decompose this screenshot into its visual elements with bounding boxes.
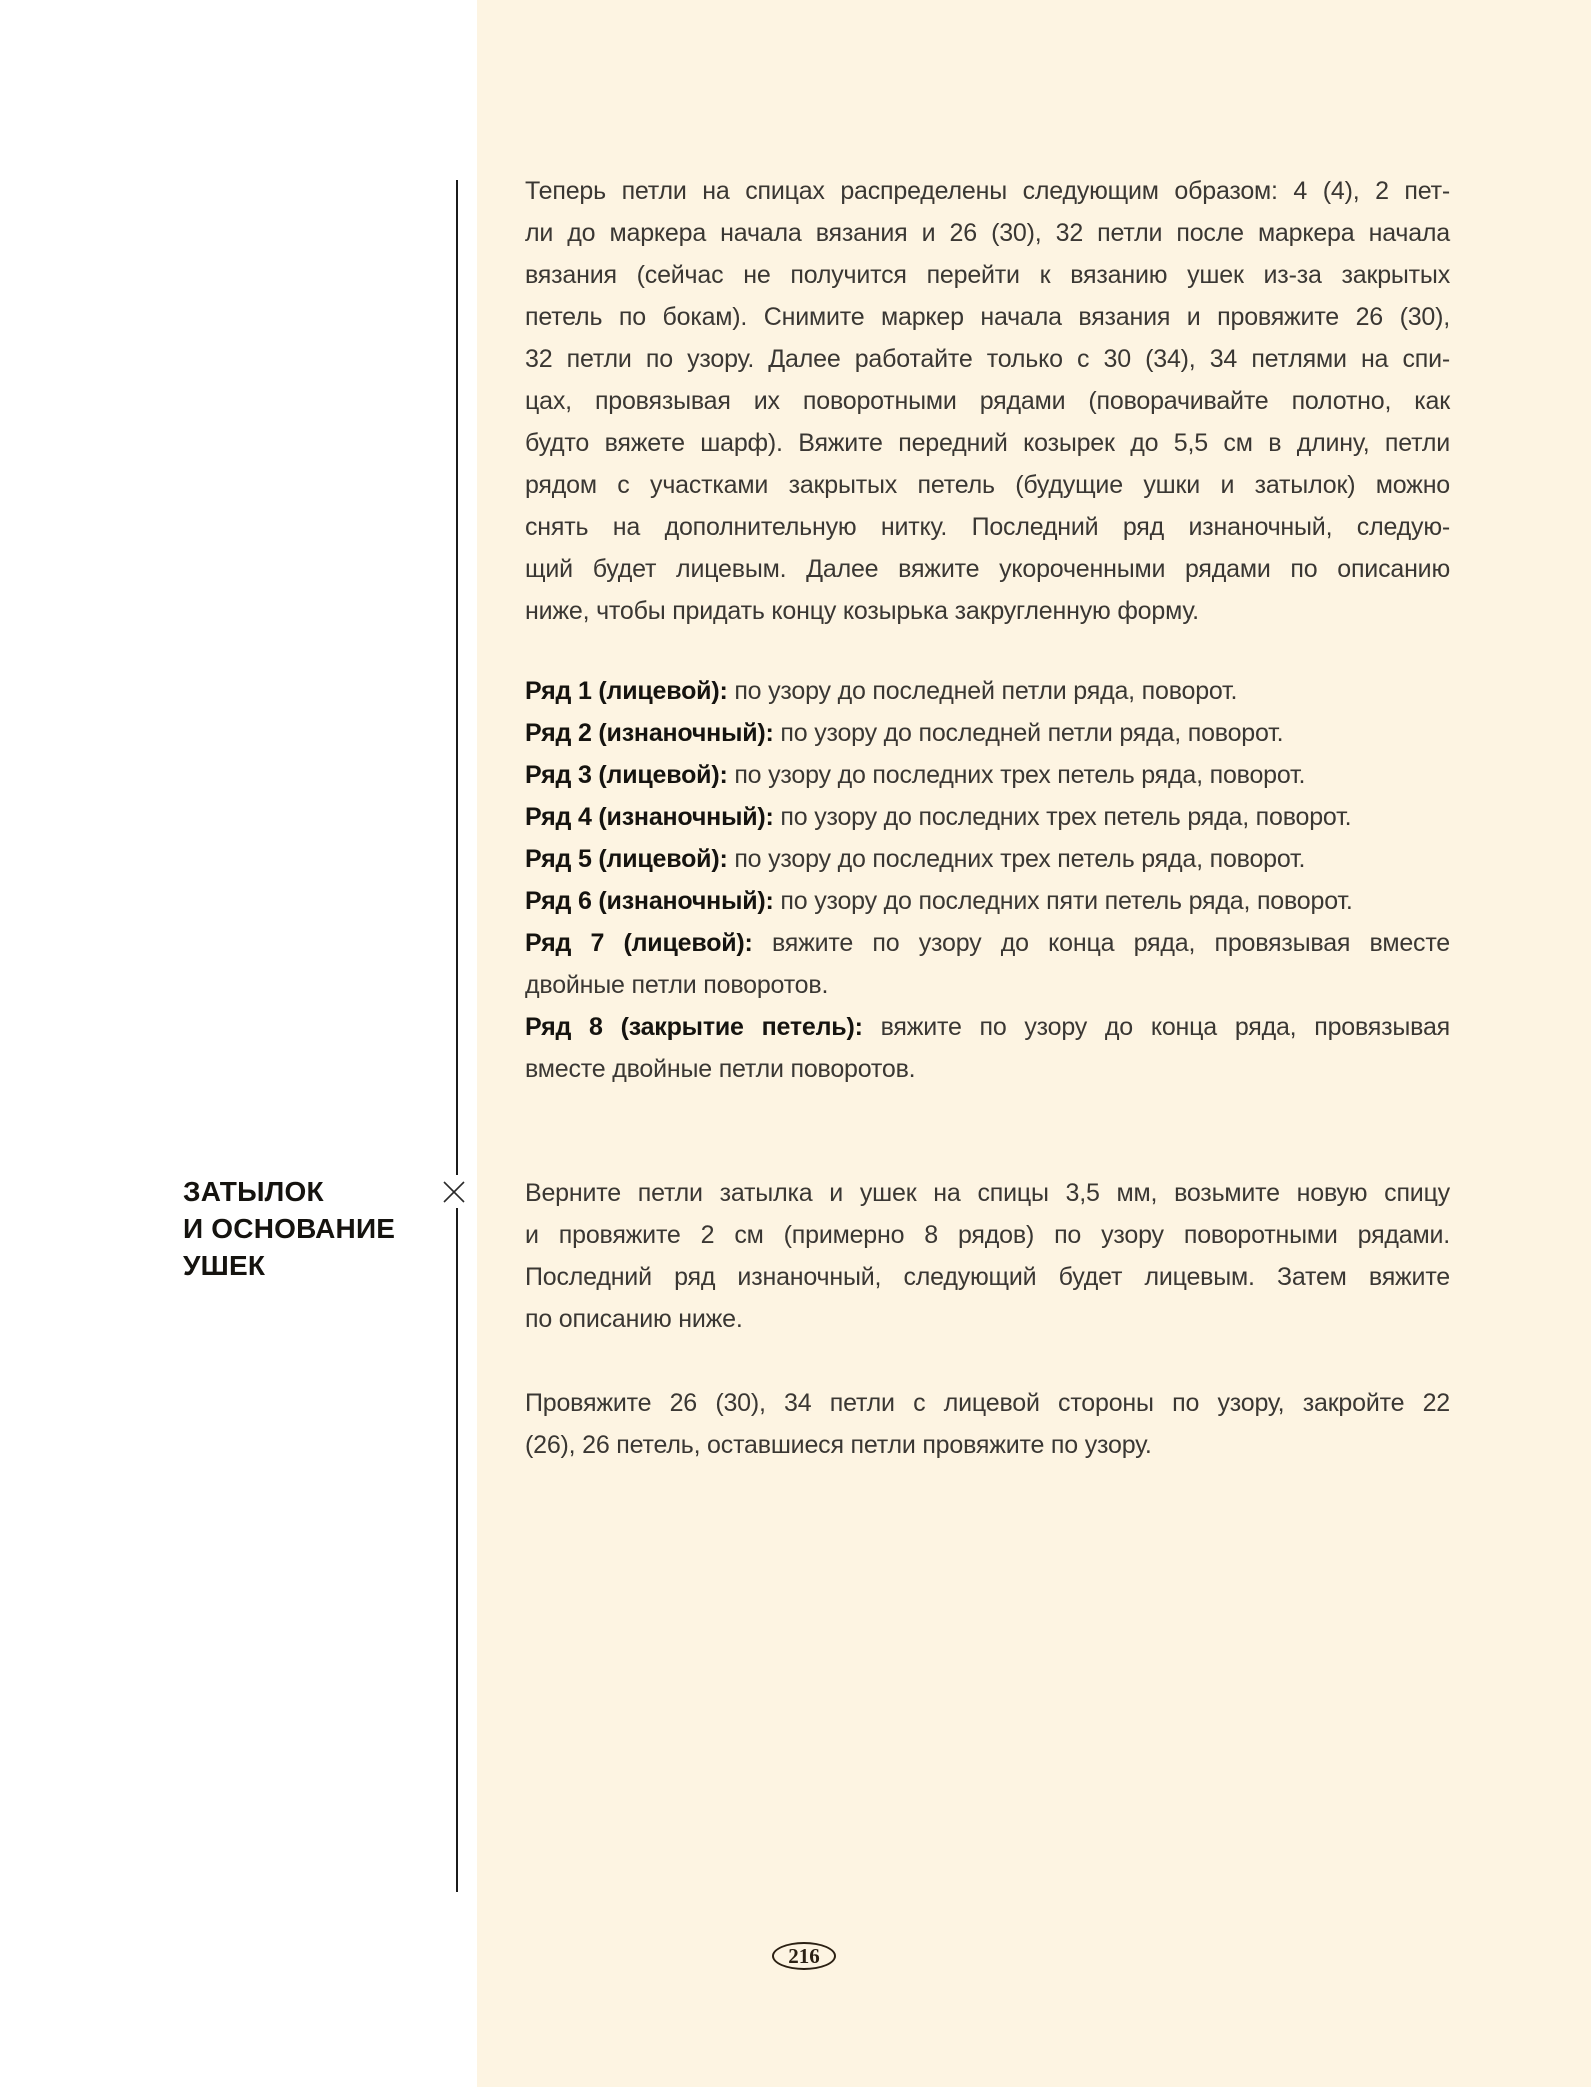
vertical-rule-lower <box>456 1208 458 1892</box>
page-number: 216 <box>788 1944 820 1968</box>
text-line: и провяжите 2 см (примерно 8 рядов) по узору поворотными рядами. <box>525 1221 1450 1249</box>
text-line: будто вяжете шарф). Вяжите передний козырек до 5,5 см в длину, петли <box>525 429 1450 457</box>
text-line: ниже, чтобы придать концу козырька закругленную форму. <box>525 597 1199 625</box>
intro-paragraph <box>525 170 1450 632</box>
row-line: Ряд 7 (лицевой): вяжите по узору до конца ряда, провязывая вместе <box>525 929 1451 957</box>
text-line: ЗАТЫЛОК <box>183 1176 324 1207</box>
vertical-rule-upper <box>456 180 458 1175</box>
text-line: Провяжите 26 (30), 34 петли с лицевой стороны по узору, закройте 22 <box>525 1389 1450 1417</box>
text-line: щий будет лицевым. Далее вяжите укороченными рядами по описанию <box>525 555 1450 583</box>
text-line: цах, провязывая их поворотными рядами (поворачивайте полотно, как <box>525 387 1450 415</box>
text-line: Последний ряд изнаночный, следующий будет лицевым. Затем вяжите <box>525 1263 1450 1291</box>
text-line: вязания (сейчас не получится перейти к вязанию ушек из-за закрытых <box>525 261 1450 289</box>
row-label: Ряд 7 (лицевой): <box>525 929 753 957</box>
row-label: Ряд 8 (закрытие петель): <box>525 1013 863 1041</box>
text-line: (26), 26 петель, оставшиеся петли провяжите по узору. <box>525 1431 1152 1459</box>
row-line: Ряд 5 (лицевой): по узору до последних трех петель ряда, поворот. <box>525 845 1306 873</box>
text-line: Верните петли затылка и ушек на спицы 3,5 мм, возьмите новую спицу <box>525 1179 1450 1207</box>
row-line: Ряд 6 (изнаночный): по узору до последних пяти петель ряда, поворот. <box>525 887 1353 915</box>
row-label: Ряд 1 (лицевой): <box>525 677 728 705</box>
section-heading <box>183 1173 483 1284</box>
row-label: Ряд 4 (изнаночный): <box>525 803 774 831</box>
text-line: 32 петли по узору. Далее работайте только с 30 (34), 34 петлями на спи- <box>525 345 1450 373</box>
row-label: Ряд 6 (изнаночный): <box>525 887 774 915</box>
text-line: И ОСНОВАНИЕ <box>183 1213 396 1244</box>
text-line: ли до маркера начала вязания и 26 (30), 32 петли после маркера начала <box>525 219 1450 247</box>
row-line: Ряд 8 (закрытие петель): вяжите по узору до конца ряда, провязывая <box>525 1013 1451 1041</box>
rows-list <box>525 670 1450 1090</box>
row-line: Ряд 1 (лицевой): по узору до последней петли ряда, поворот. <box>525 677 1238 705</box>
text-line: УШЕК <box>183 1250 266 1281</box>
text-line: рядом с участками закрытых петель (будущие ушки и затылок) можно <box>525 471 1450 499</box>
text-line: Теперь петли на спицах распределены следующим образом: 4 (4), 2 пет- <box>525 177 1450 205</box>
bindoff-paragraph <box>525 1382 1450 1466</box>
row-line: двойные петли поворотов. <box>525 971 829 999</box>
row-line: Ряд 3 (лицевой): по узору до последних трех петель ряда, поворот. <box>525 761 1306 789</box>
row-label: Ряд 2 (изнаночный): <box>525 719 774 747</box>
row-line: Ряд 4 (изнаночный): по узору до последних трех петель ряда, поворот. <box>525 803 1352 831</box>
text-line: по описанию ниже. <box>525 1305 743 1333</box>
row-label: Ряд 5 (лицевой): <box>525 845 728 873</box>
row-line: Ряд 2 (изнаночный): по узору до последней петли ряда, поворот. <box>525 719 1284 747</box>
row-label: Ряд 3 (лицевой): <box>525 761 728 789</box>
page-number-badge <box>772 1942 836 1970</box>
neck-paragraph <box>525 1172 1450 1340</box>
row-line: вместе двойные петли поворотов. <box>525 1055 916 1083</box>
text-line: снять на дополнительную нитку. Последний ряд изнаночный, следую- <box>525 513 1450 541</box>
text-line: петель по бокам). Снимите маркер начала вязания и провяжите 26 (30), <box>525 303 1450 331</box>
